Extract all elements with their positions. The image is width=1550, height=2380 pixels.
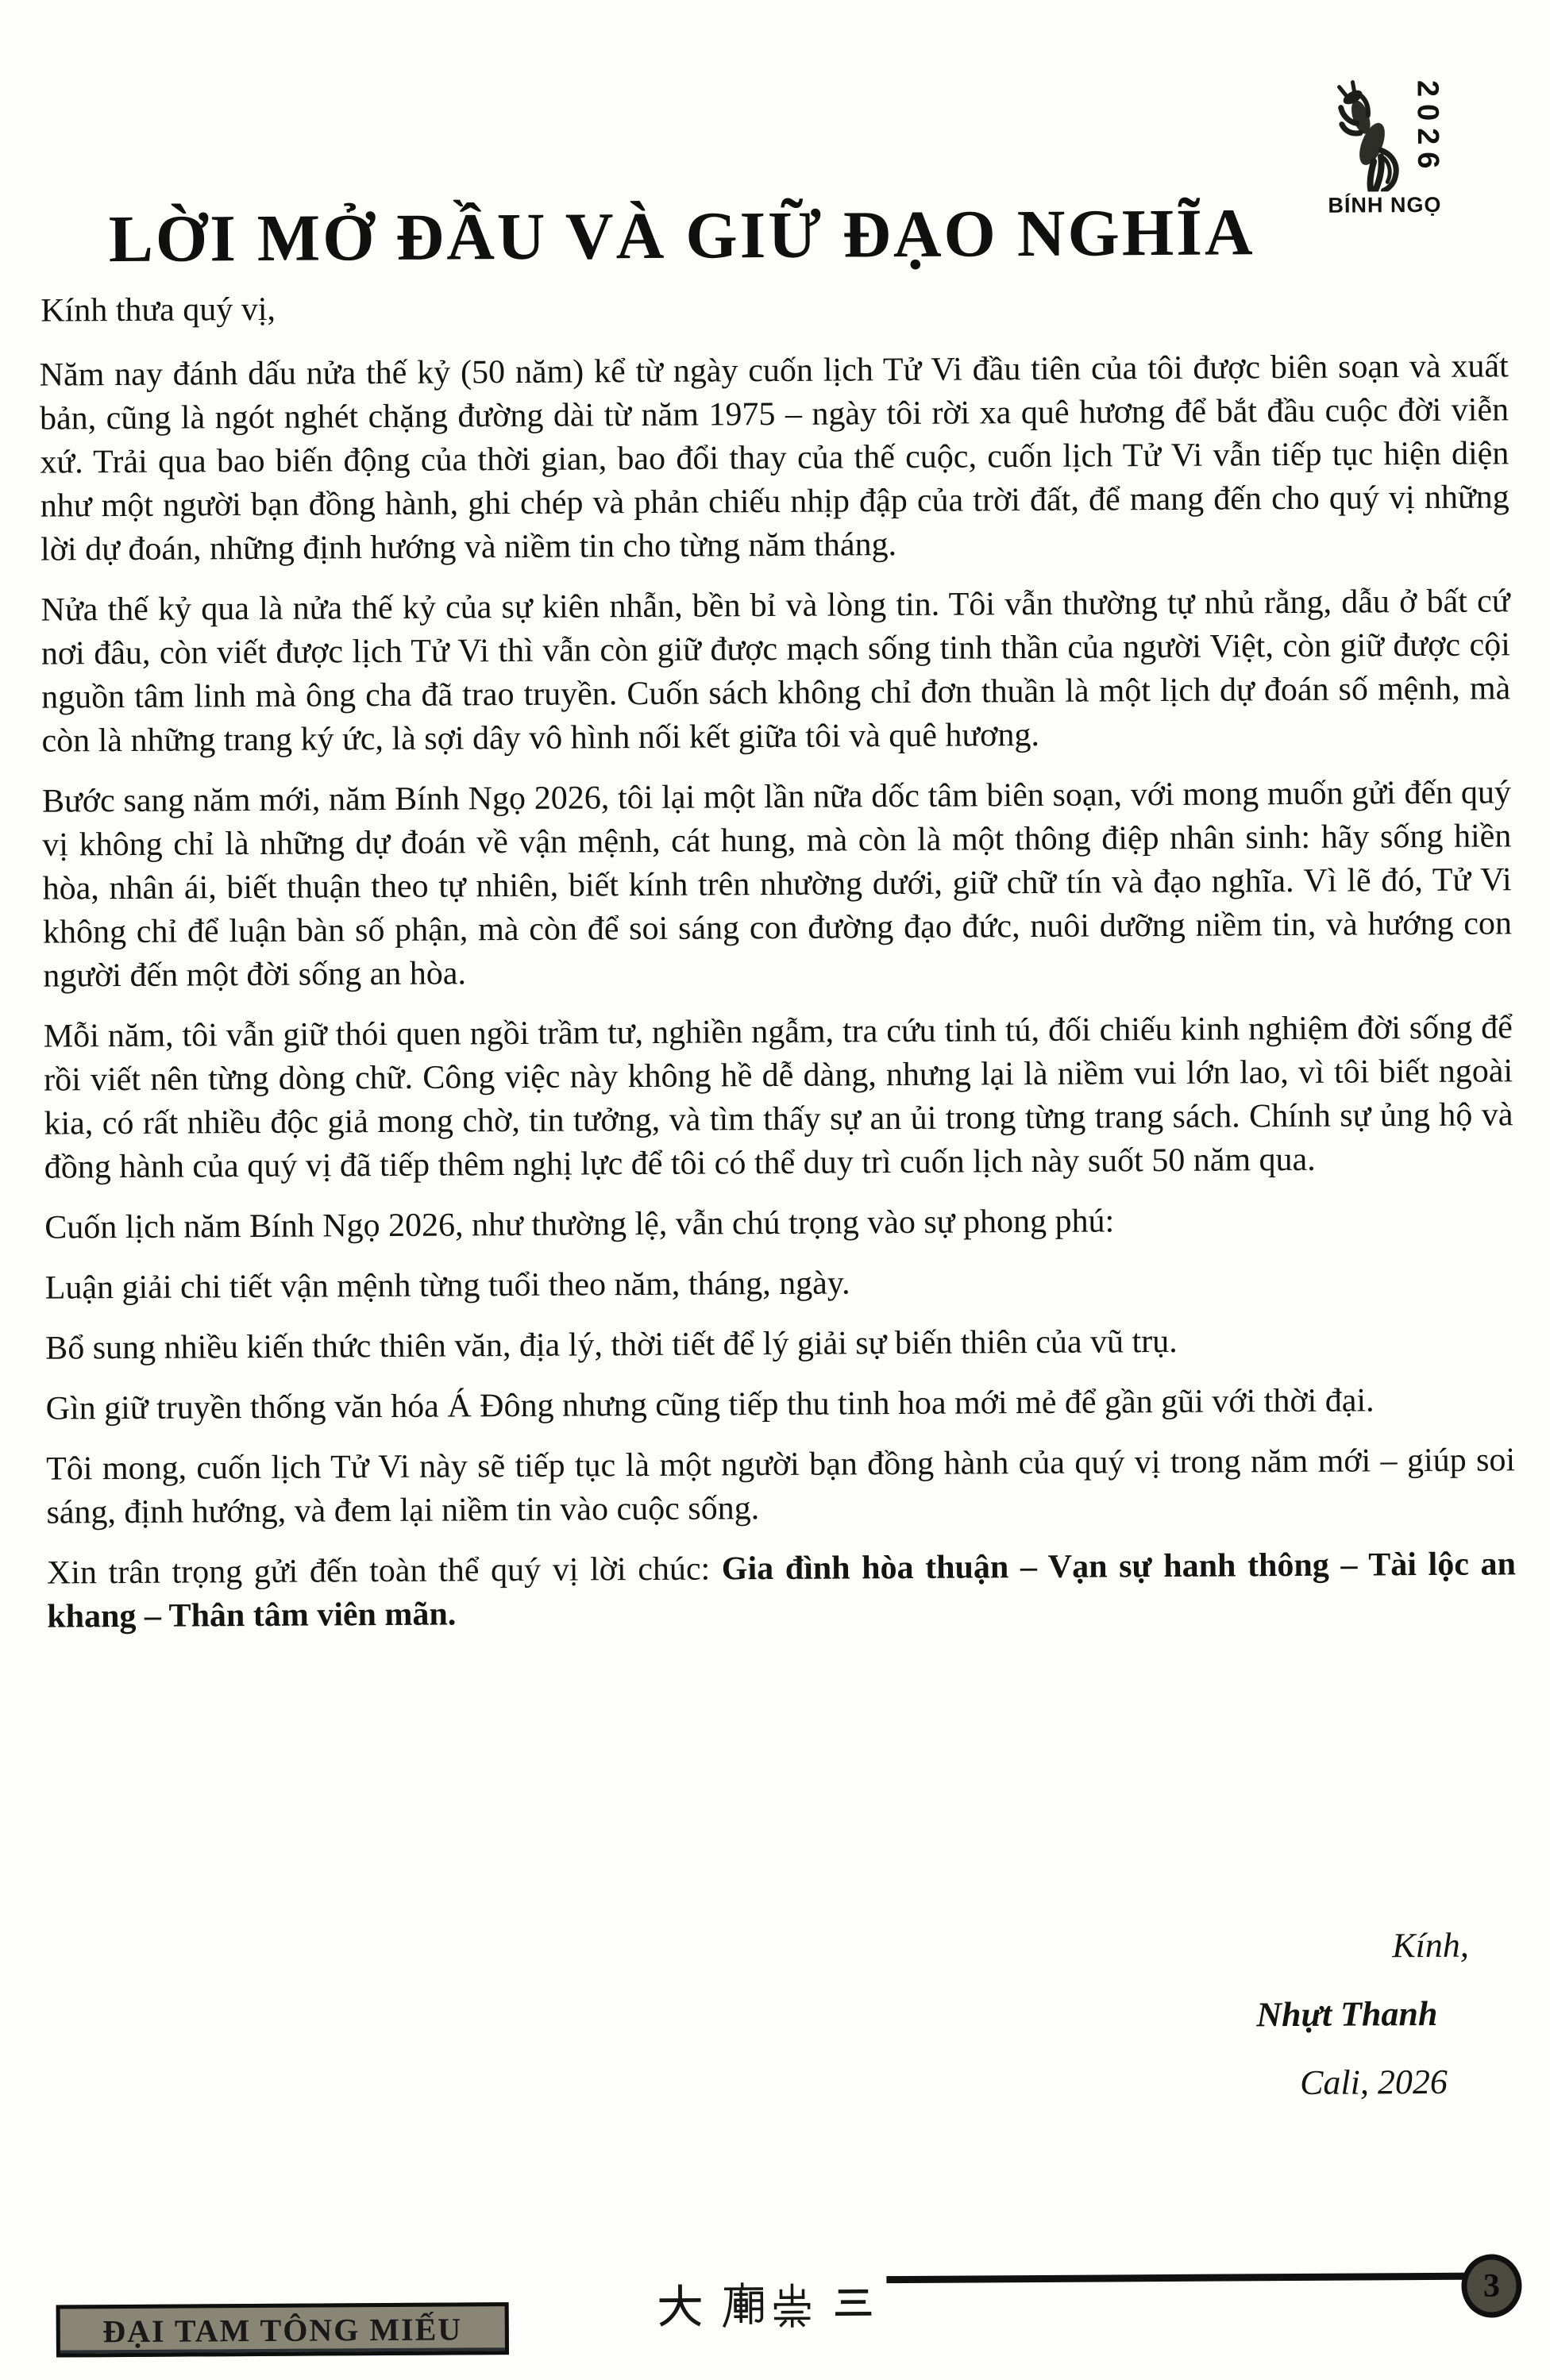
paragraph: Năm nay đánh dấu nửa thế kỷ (50 năm) kể từ ngày cuốn lịch Tử Vi đầu tiên của tôi được biên soạn và xuất bản, cũng là ngót nghét chặng đường dài từ năm 1975 – ngày tôi rời xa quê hương để bắt đầu cuộc đời viễn xứ. Trải qua bao biến động của thời gian, bao đổi thay của thế cuộc, cuốn lịch Tử Vi vẫn tiếp tục hiện diện như một người bạn đồng hành, ghi chép và phản chiếu nhịp đập của trời đất, để mang đến cho quý vị những lời dự đoán, những định hướng và niềm tin cho từng năm tháng. (39, 348, 1510, 568)
hanzi-chong-icon (769, 2280, 814, 2329)
hanzi-san-icon (833, 2279, 873, 2325)
paragraph: Gìn giữ truyền thống văn hóa Á Đông nhưng cũng tiếp thu tinh hoa mới mẻ để gần gũi với thời đại. (45, 1382, 1375, 1427)
page-number-badge (1461, 2254, 1521, 2317)
closing-prefix: Xin trân trọng gửi đến toàn thể quý vị lời chúc: (46, 1550, 722, 1592)
paragraph: Nửa thế kỷ qua là nửa thế kỷ của sự kiên nhẫn, bền bỉ và lòng tin. Tôi vẫn thường tự nhủ rằng, dẫu ở bất cứ nơi đâu, còn viết được lịch Tử Vi thì vẫn còn giữ được mạch sống tinh thần của người Việt, còn giữ được cội nguồn tâm linh mà ông cha đã trao truyền. Cuốn sách không chỉ đơn thuần là một lịch dự đoán số mệnh, mà còn là những trang ký ức, là sợi dây vô hình nối kết giữa tôi và quê hương. (40, 583, 1511, 760)
hanzi-da-icon (657, 2281, 702, 2328)
imprint-text: ĐẠI TAM TÔNG MIẾU (102, 2310, 463, 2349)
signature-name: Nhựt Thanh (1256, 1993, 1438, 2035)
paragraph: Bước sang năm mới, năm Bính Ngọ 2026, tôi lại một lần nữa dốc tâm biên soạn, với mong muốn gửi đến quý vị không chỉ là những dự đoán về vận mệnh, cát hung, mà còn là một thông điệp nhân sinh: hãy sống hiền hòa, nhân ái, biết thuận theo tự nhiên, biết kính trên nhường dưới, giữ chữ tín và đạo nghĩa. Vì lẽ đó, Tử Vi không chỉ để luận bàn số phận, mà còn để soi sáng con đường đạo đức, nuôi dưỡng niềm tin, và hướng con người đến một đời sống an hòa. (41, 774, 1513, 995)
paragraph: Tôi mong, cuốn lịch Tử Vi này sẽ tiếp tục là một người bạn đồng hành của quý vị trong năm mới – giúp soi sáng, định hướng, và đem lại niềm tin vào cuộc sống. (46, 1442, 1516, 1531)
hanzi-miao-icon (721, 2280, 765, 2329)
footer-rule (886, 2273, 1475, 2284)
zodiac-year: 2026 (1410, 79, 1445, 176)
paragraph: Cuốn lịch năm Bính Ngọ 2026, như thường lệ, vẫn chú trọng vào sự phong phú: (44, 1203, 1115, 1246)
horse-icon (1327, 75, 1409, 192)
page-title: LỜI MỞ ĐẦU VÀ GIỮ ĐẠO NGHĨA (108, 195, 1255, 277)
page-number: 3 (1483, 2267, 1501, 2305)
zodiac-logo (1327, 75, 1463, 218)
paragraph: Bổ sung nhiều kiến thức thiên văn, địa lý, thời tiết để lý giải sự biến thiên của vũ trụ. (45, 1323, 1178, 1367)
signature-block (719, 1924, 1471, 2133)
zodiac-name: BÍNH NGỌ (1328, 192, 1442, 218)
preface-text (40, 345, 1517, 1655)
salutation: Kính thưa quý vị, (40, 291, 276, 329)
hanzi-caption (657, 2279, 873, 2330)
signature-place-year: Cali, 2026 (1299, 2062, 1448, 2102)
closing-wishes: Gia đình hòa thuận – Vạn sự hanh thông – Tài lộc an khang – Thân tâm viên mãn. (47, 1546, 1517, 1635)
closing-paragraph (47, 1542, 1517, 1639)
signature-salute: Kính, (1392, 1925, 1469, 1966)
imprint-stamp (56, 2302, 509, 2357)
zodiac-logo-row (1327, 75, 1463, 192)
paragraph: Mỗi năm, tôi vẫn giữ thói quen ngồi trầm tư, nghiền ngẫm, tra cứu tinh tú, đối chiếu kinh nghiệm đời sống để rồi viết nên từng dòng chữ. Công việc này không hề dễ dàng, nhưng lại là niềm vui lớn lao, vì tôi biết ngoài kia, có rất nhiều độc giả mong chờ, tin tưởng, và tìm thấy sự an ủi trong từng trang sách. Chính sự ủng hộ và đồng hành của quý vị đã tiếp thêm nghị lực để tôi có thể duy trì cuốn lịch này suốt 50 năm qua. (43, 1009, 1513, 1186)
paragraph: Luận giải chi tiết vận mệnh từng tuổi theo năm, tháng, ngày. (44, 1265, 850, 1307)
